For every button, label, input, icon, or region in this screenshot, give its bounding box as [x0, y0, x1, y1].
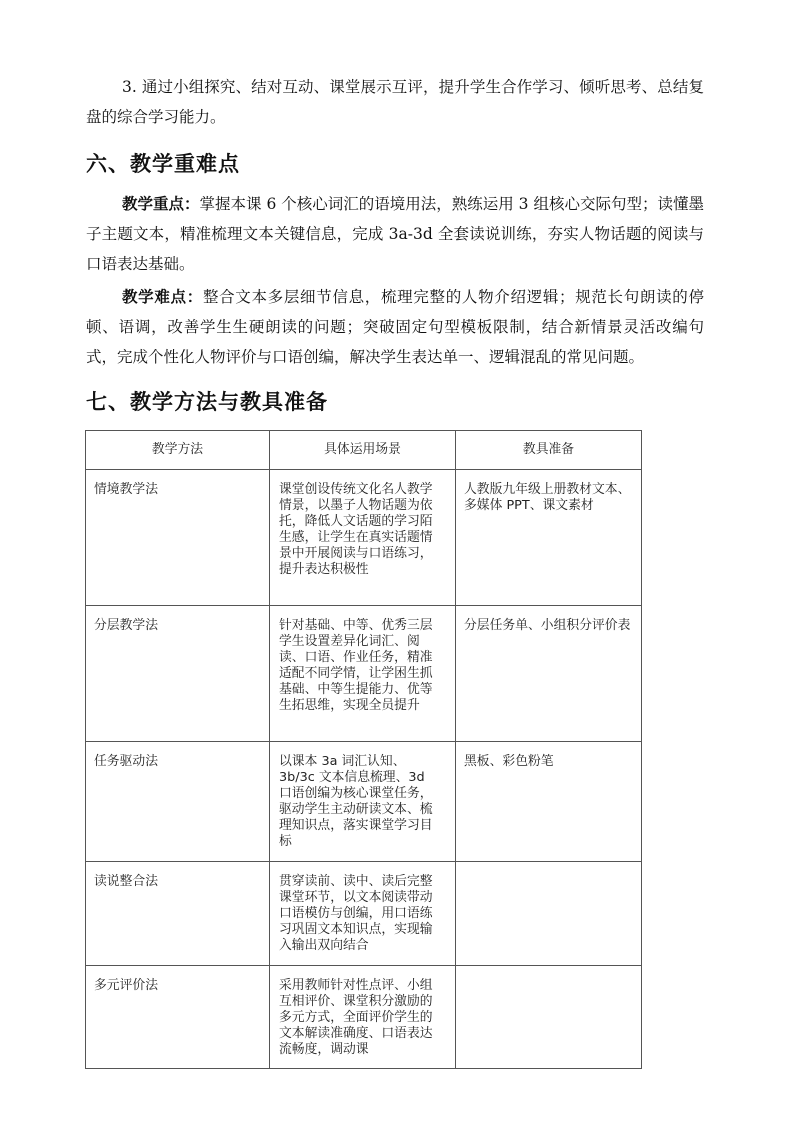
cell-method: 分层教学法 — [86, 606, 270, 742]
cell-method: 任务驱动法 — [86, 742, 270, 862]
table-row — [86, 966, 642, 1069]
table-row — [86, 742, 642, 862]
difficult-points-paragraph — [86, 282, 704, 372]
intro-paragraph: 3. 通过小组探究、结对互动、课堂展示互评，提升学生合作学习、倾听思考、总结复盘的综合学习能力。 — [86, 78, 704, 126]
cell-tools: 分层任务单、小组积分评价表 — [456, 606, 642, 742]
section-7-heading: 七、教学方法与教具准备 — [86, 390, 328, 414]
methods-table — [85, 430, 642, 1069]
cell-scene: 以课本 3a 词汇认知、3b/3c 文本信息梳理、3d 口语创编为核心课堂任务，驱动学生主动研读文本、梳理知识点，落实课堂学习目标 — [270, 742, 456, 862]
cell-method: 读说整合法 — [86, 862, 270, 966]
cell-tools — [456, 862, 642, 966]
header-tools: 教具准备 — [456, 431, 642, 470]
difficult-points-text: 整合文本多层细节信息，梳理完整的人物介绍逻辑；规范长句朗读的停顿、语调，改善学生生硬朗读的问题；突破固定句型模板限制，结合新情景灵活改编句式，完成个性化人物评价与口语创编，解决学生表达单一、逻辑混乱的常见问题。 — [86, 288, 704, 366]
cell-tools — [456, 966, 642, 1069]
cell-method: 多元评价法 — [86, 966, 270, 1069]
table-row — [86, 862, 642, 966]
key-points-label: 教学重点： — [122, 195, 200, 213]
cell-scene: 针对基础、中等、优秀三层学生设置差异化词汇、阅读、口语、作业任务，精准适配不同学情，让学困生抓基础、中等生提能力、优等生拓思维，实现全员提升 — [270, 606, 456, 742]
header-method: 教学方法 — [86, 431, 270, 470]
header-scene: 具体运用场景 — [270, 431, 456, 470]
table-row — [86, 470, 642, 606]
key-points-text: 掌握本课 6 个核心词汇的语境用法，熟练运用 3 组核心交际句型；读懂墨子主题文本，精准梳理文本关键信息，完成 3a-3d 全套读说训练，夯实人物话题的阅读与口语表达基础。 — [86, 195, 704, 273]
table-row — [86, 606, 642, 742]
cell-scene: 课堂创设传统文化名人教学情景，以墨子人物话题为依托，降低人文话题的学习陌生感，让学生在真实话题情景中开展阅读与口语练习，提升表达积极性 — [270, 470, 456, 606]
cell-tools: 黑板、彩色粉笔 — [456, 742, 642, 862]
section-6-heading: 六、教学重难点 — [86, 152, 240, 176]
cell-tools: 人教版九年级上册教材文本、多媒体 PPT、课文素材 — [456, 470, 642, 606]
key-points-paragraph — [86, 189, 704, 279]
cell-scene: 贯穿读前、读中、读后完整课堂环节，以文本阅读带动口语模仿与创编，用口语练习巩固文本知识点，实现输入输出双向结合 — [270, 862, 456, 966]
difficult-points-label: 教学难点： — [122, 288, 203, 306]
table-header-row — [86, 431, 642, 470]
cell-method: 情境教学法 — [86, 470, 270, 606]
cell-scene: 采用教师针对性点评、小组互相评价、课堂积分激励的多元方式，全面评价学生的文本解读准确度、口语表达流畅度，调动课 — [270, 966, 456, 1069]
